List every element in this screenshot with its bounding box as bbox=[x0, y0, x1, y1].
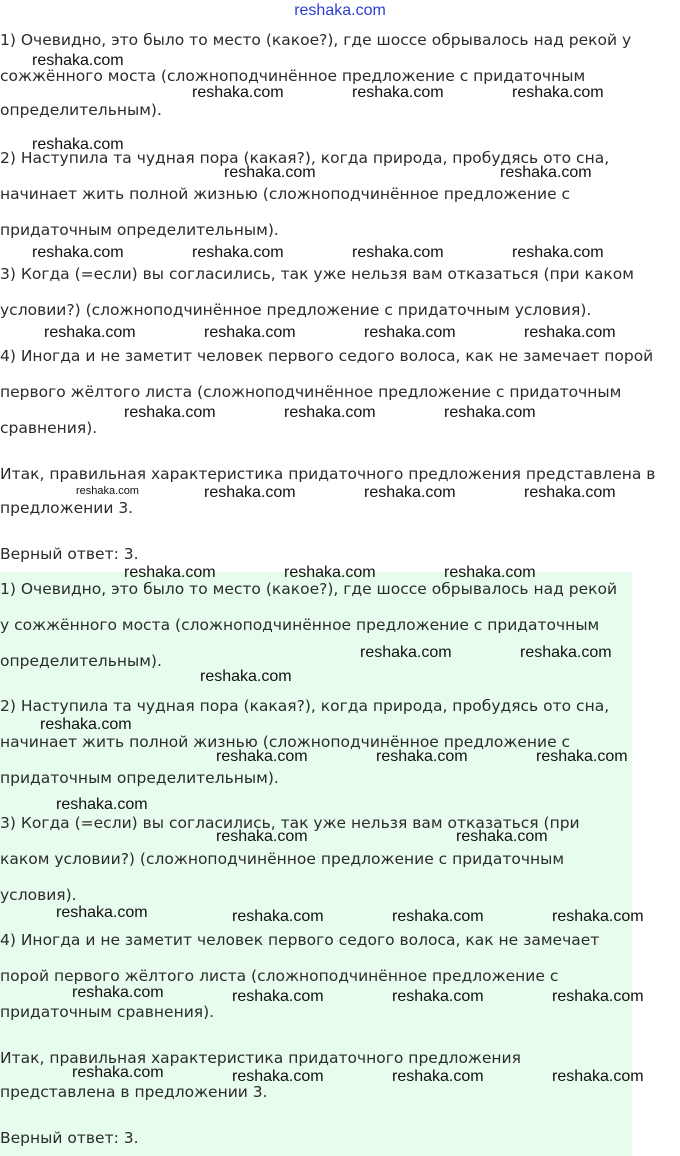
watermark: reshaka.com bbox=[224, 164, 316, 181]
solution-line: условии?) (сложноподчинённое предложение с придаточным условия). bbox=[0, 301, 592, 319]
solution-line: Верный ответ: 3. bbox=[0, 545, 139, 563]
answer-line: у сожжённого моста (сложноподчинённое предложение с придаточным bbox=[0, 616, 600, 634]
watermark: reshaka.com bbox=[72, 984, 164, 1001]
watermark: reshaka.com bbox=[376, 748, 468, 765]
watermark: reshaka.com bbox=[216, 748, 308, 765]
watermark: reshaka.com bbox=[216, 828, 308, 845]
answer-line: определительным). bbox=[0, 652, 162, 670]
watermark: reshaka.com bbox=[360, 644, 452, 661]
answer-line: представлена в предложении 3. bbox=[0, 1083, 268, 1101]
watermark: reshaka.com bbox=[232, 908, 324, 925]
watermark: reshaka.com bbox=[32, 244, 124, 261]
solution-line: первого жёлтого листа (сложноподчинённое предложение с придаточным bbox=[0, 383, 622, 401]
answer-line: условия). bbox=[0, 886, 77, 904]
watermark: reshaka.com bbox=[456, 828, 548, 845]
watermark: reshaka.com bbox=[352, 84, 444, 101]
watermark: reshaka.com bbox=[204, 484, 296, 501]
watermark: reshaka.com bbox=[392, 988, 484, 1005]
watermark: reshaka.com bbox=[32, 52, 124, 69]
watermark: reshaka.com bbox=[512, 84, 604, 101]
watermark: reshaka.com bbox=[232, 1068, 324, 1085]
solution-line: Итак, правильная характеристика придаточного предложения представлена в bbox=[0, 465, 656, 483]
answer-line: порой первого жёлтого листа (сложноподчинённое предложение с bbox=[0, 967, 559, 985]
answer-line: каком условии?) (сложноподчинённое предложение с придаточным bbox=[0, 850, 565, 868]
watermark: reshaka.com bbox=[364, 324, 456, 341]
watermark: reshaka.com bbox=[76, 485, 139, 497]
solution-line: 2) Наступила та чудная пора (какая?), когда природа, пробудясь ото сна, bbox=[0, 149, 610, 167]
watermark: reshaka.com bbox=[192, 84, 284, 101]
watermark: reshaka.com bbox=[444, 564, 536, 581]
watermark: reshaka.com bbox=[524, 484, 616, 501]
answer-line: 1) Очевидно, это было то место (какое?), где шоссе обрывалось над рекой bbox=[0, 580, 618, 598]
watermark: reshaka.com bbox=[232, 988, 324, 1005]
solution-line: 1) Очевидно, это было то место (какое?), где шоссе обрывалось над рекой у bbox=[0, 31, 632, 49]
watermark: reshaka.com bbox=[40, 716, 132, 733]
watermark: reshaka.com bbox=[284, 404, 376, 421]
watermark: reshaka.com bbox=[56, 796, 148, 813]
watermark: reshaka.com bbox=[192, 244, 284, 261]
answer-line: 3) Когда (=если) вы согласились, так уже нельзя вам отказаться (при bbox=[0, 814, 580, 832]
watermark: reshaka.com bbox=[512, 244, 604, 261]
answer-line: Итак, правильная характеристика придаточного предложения bbox=[0, 1049, 521, 1067]
watermark: reshaka.com bbox=[536, 748, 628, 765]
answer-line: 2) Наступила та чудная пора (какая?), когда природа, пробудясь ото сна, bbox=[0, 697, 610, 715]
answer-line: 4) Иногда и не заметит человек первого седого волоса, как не замечает bbox=[0, 931, 600, 949]
solution-line: предложении 3. bbox=[0, 499, 134, 517]
watermark: reshaka.com bbox=[200, 668, 292, 685]
answer-line: придаточным сравнения). bbox=[0, 1003, 215, 1021]
solution-line: сравнения). bbox=[0, 419, 98, 437]
watermark: reshaka.com bbox=[552, 1068, 644, 1085]
solution-line: определительным). bbox=[0, 101, 162, 119]
answer-line: Верный ответ: 3. bbox=[0, 1129, 139, 1147]
watermark: reshaka.com bbox=[444, 404, 536, 421]
answer-line: начинает жить полной жизнью (сложноподчинённое предложение с bbox=[0, 733, 571, 751]
solution-line: сожжённого моста (сложноподчинённое предложение с придаточным bbox=[0, 67, 586, 85]
watermark: reshaka.com bbox=[204, 324, 296, 341]
watermark: reshaka.com bbox=[32, 136, 124, 153]
watermark: reshaka.com bbox=[552, 908, 644, 925]
watermark: reshaka.com bbox=[352, 244, 444, 261]
watermark: reshaka.com bbox=[552, 988, 644, 1005]
watermark: reshaka.com bbox=[124, 564, 216, 581]
watermark: reshaka.com bbox=[500, 164, 592, 181]
solution-line: придаточным определительным). bbox=[0, 221, 279, 239]
watermark: reshaka.com bbox=[56, 904, 148, 921]
watermark: reshaka.com bbox=[284, 564, 376, 581]
solution-line: начинает жить полной жизнью (сложноподчинённое предложение с bbox=[0, 185, 571, 203]
watermark: reshaka.com bbox=[44, 324, 136, 341]
watermark: reshaka.com bbox=[392, 908, 484, 925]
answer-line: придаточным определительным). bbox=[0, 769, 279, 787]
site-header[interactable]: reshaka.com bbox=[294, 2, 386, 19]
watermark: reshaka.com bbox=[524, 324, 616, 341]
watermark: reshaka.com bbox=[364, 484, 456, 501]
watermark: reshaka.com bbox=[520, 644, 612, 661]
watermark: reshaka.com bbox=[392, 1068, 484, 1085]
solution-line: 4) Иногда и не заметит человек первого седого волоса, как не замечает порой bbox=[0, 347, 654, 365]
watermark: reshaka.com bbox=[72, 1064, 164, 1081]
watermark: reshaka.com bbox=[124, 404, 216, 421]
solution-line: 3) Когда (=если) вы согласились, так уже нельзя вам отказаться (при каком bbox=[0, 265, 634, 283]
